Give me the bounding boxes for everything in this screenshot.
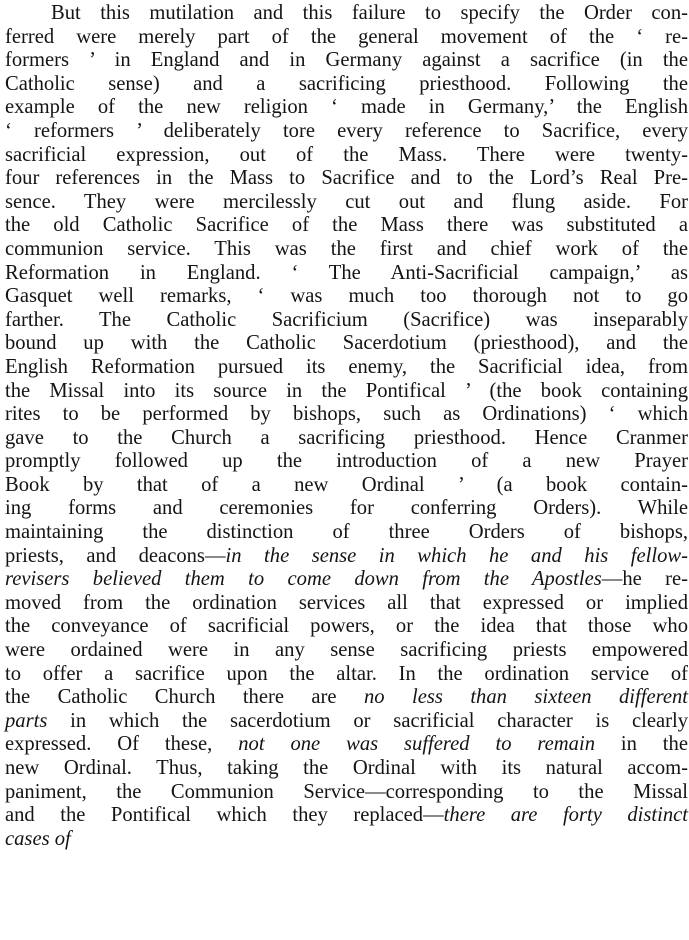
- italic-text: in the sense in which he and his fellow-: [225, 544, 688, 567]
- text-span: four references in the Mass to Sacrifice and to the Lord’s Real Pre-: [5, 167, 688, 190]
- text-line: [5, 309, 688, 333]
- text-line: [5, 639, 688, 663]
- text-span: to offer a sacrifice upon the altar. In the ordination service of: [5, 662, 688, 685]
- text-span: rites to be performed by bishops, such as Ordinations) ‘ which: [5, 403, 688, 426]
- text-line: [5, 191, 688, 215]
- text-line: [5, 663, 688, 687]
- text-span: formers ’ in England and in Germany against a sacrifice (in the: [5, 49, 688, 72]
- text-line: [5, 804, 688, 828]
- text-span: Gasquet well remarks, ‘ was much too thorough not to go: [5, 285, 688, 308]
- text-span: farther. The Catholic Sacrificium (Sacrifice) was inseparably: [5, 308, 688, 331]
- text-span: promptly followed up the introduction of a new Prayer: [5, 450, 688, 473]
- text-line: [5, 2, 688, 26]
- text-line: [5, 26, 688, 50]
- italic-text: revisers believed them to come down from the Apostles: [5, 568, 602, 591]
- text-line: [5, 73, 688, 97]
- text-span: moved from the ordination services all that expressed or implied: [5, 591, 688, 614]
- text-line: [5, 615, 688, 639]
- italic-text: no less than sixteen different: [364, 686, 688, 709]
- text-span: the Catholic Church there are: [5, 686, 364, 709]
- text-line: [5, 120, 688, 144]
- text-span: Reformation in England. ‘ The Anti-Sacrificial campaign,’ as: [5, 261, 688, 284]
- text-span: expressed. Of these,: [5, 733, 239, 756]
- text-line: [5, 733, 688, 757]
- text-line: [5, 497, 688, 521]
- text-line: [5, 592, 688, 616]
- text-span: the old Catholic Sacrifice of the Mass there was substituted a: [5, 214, 688, 237]
- text-line: [5, 285, 688, 309]
- text-span: maintaining the distinction of three Orders of bishops,: [5, 521, 688, 544]
- text-span: gave to the Church a sacrificing priesthood. Hence Cranmer: [5, 426, 688, 449]
- italic-text: cases of: [5, 827, 71, 850]
- italic-text: not one was suffered to remain: [238, 733, 595, 756]
- text-line: [5, 380, 688, 404]
- text-span: example of the new religion ‘ made in Germany,’ the English: [5, 96, 688, 119]
- text-span: in which the sacerdotium or sacrificial character is clearly: [47, 709, 688, 732]
- text-span: and the Pontifical which they replaced—: [5, 804, 444, 827]
- text-span: sacrificial expression, out of the Mass. There were twenty-: [5, 143, 688, 166]
- text-span: communion service. This was the first and chief work of the: [5, 237, 688, 260]
- text-line: [5, 356, 688, 380]
- text-line: [5, 427, 688, 451]
- text-span: Catholic sense) and a sacrificing priesthood. Following the: [5, 72, 688, 95]
- text-span: bound up with the Catholic Sacerdotium (priesthood), and the: [5, 332, 688, 355]
- body-text: [5, 2, 689, 851]
- text-span: —he re-: [601, 568, 688, 591]
- text-span: Book by that of a new Ordinal ’ (a book contain-: [5, 473, 688, 496]
- text-line: [5, 686, 688, 710]
- italic-text: there are forty distinct: [443, 804, 688, 827]
- text-line: [5, 332, 688, 356]
- text-line: [5, 450, 688, 474]
- text-span: were ordained were in any sense sacrificing priests empowered: [5, 639, 688, 662]
- text-line: [5, 403, 688, 427]
- text-span: But this mutilation and this failure to specify the Order con-: [51, 2, 688, 24]
- text-line: [5, 96, 688, 120]
- text-line: [5, 828, 688, 852]
- text-line: [5, 710, 688, 734]
- text-line: [5, 49, 688, 73]
- text-line: [5, 214, 688, 238]
- text-line: [5, 757, 688, 781]
- text-span: ‘ reformers ’ deliberately tore every reference to Sacrifice, every: [5, 119, 688, 142]
- text-line: [5, 568, 688, 592]
- text-span: paniment, the Communion Service—corresponding to the Missal: [5, 780, 688, 803]
- text-span: ing forms and ceremonies for conferring Orders). While: [5, 497, 688, 520]
- text-line: [5, 545, 688, 569]
- text-line: [5, 144, 688, 168]
- text-span: sence. They were mercilessly cut out and flung aside. For: [5, 190, 688, 213]
- text-span: new Ordinal. Thus, taking the Ordinal with its natural accom-: [5, 757, 688, 779]
- text-span: English Reformation pursued its enemy, the Sacrificial idea, from: [5, 355, 688, 378]
- text-line: [5, 521, 688, 545]
- text-line: [5, 781, 688, 805]
- text-span: the Missal into its source in the Pontifical ’ (the book containing: [5, 379, 688, 402]
- text-span: the conveyance of sacrificial powers, or the idea that those who: [5, 615, 688, 638]
- text-line: [5, 238, 688, 262]
- italic-text: parts: [5, 709, 48, 732]
- text-line: [5, 262, 688, 286]
- text-span: ferred were merely part of the general movement of the ‘ re-: [5, 25, 688, 48]
- text-line: [5, 167, 688, 191]
- text-line: [5, 474, 688, 498]
- text-span: in the: [595, 733, 688, 756]
- text-span: priests, and deacons—: [5, 544, 226, 567]
